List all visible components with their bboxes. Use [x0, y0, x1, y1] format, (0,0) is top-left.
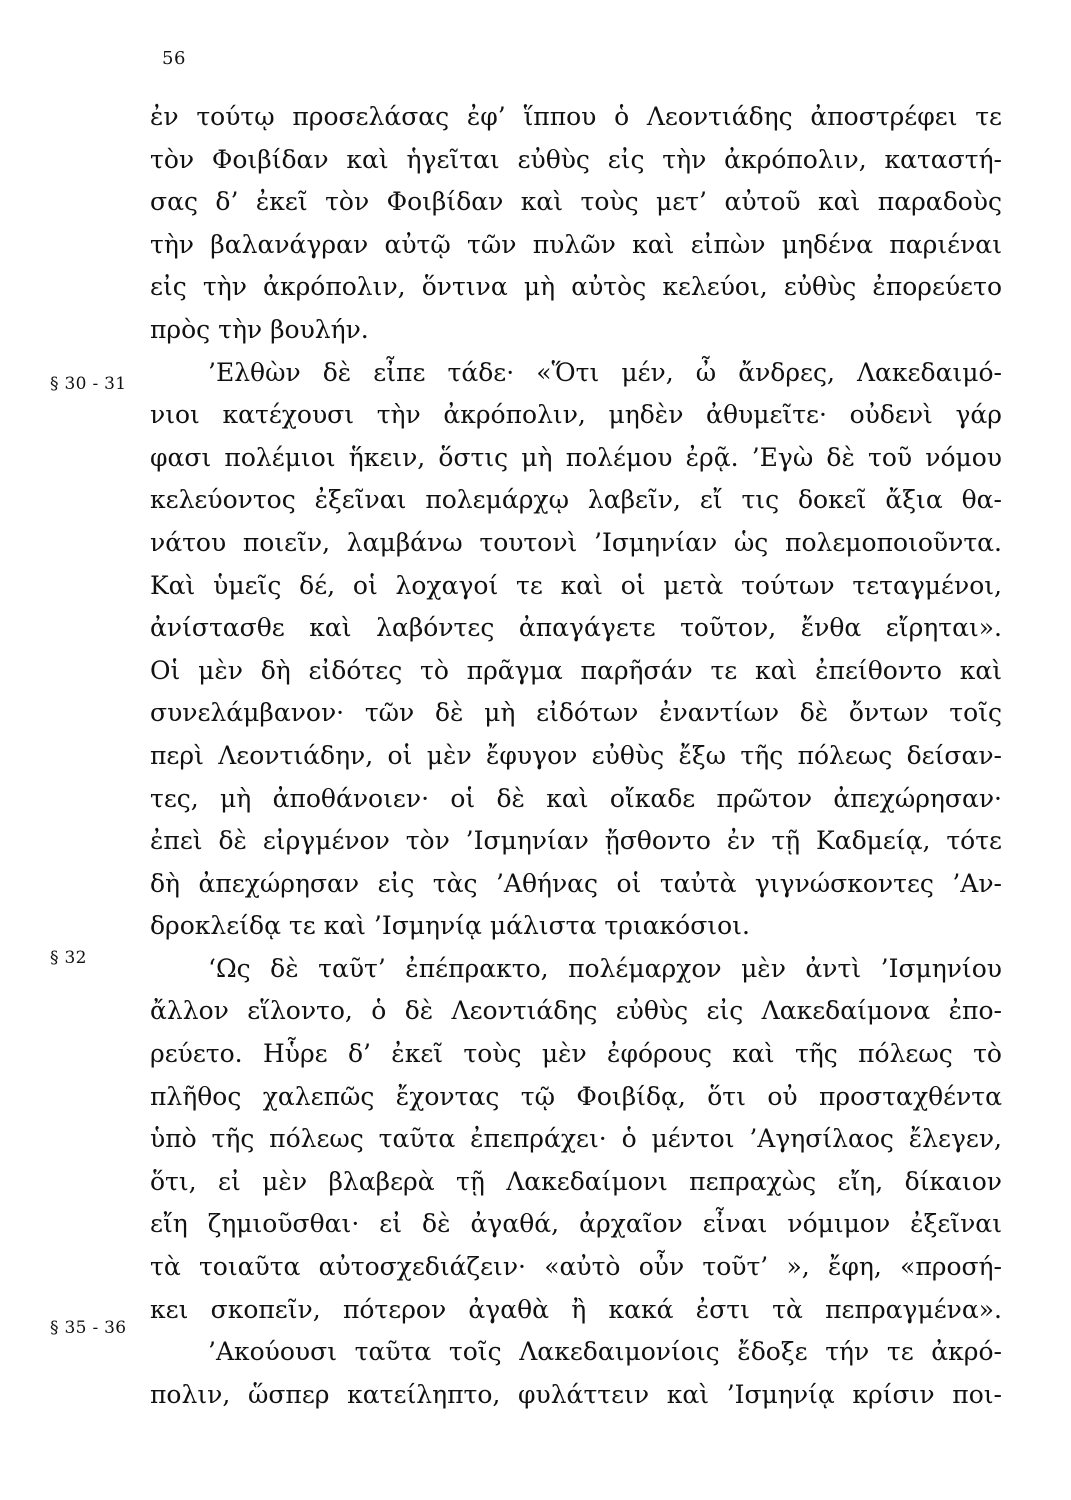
text-line: νιοι κατέχουσι τὴν ἀκρόπολιν, μηδὲν ἀθυμεῖτε· οὐδενὶ γάρ [150, 400, 1002, 430]
section-mark-35-36: § 35 - 36 [50, 1318, 127, 1338]
section-mark-32: § 32 [50, 948, 87, 968]
text-line: ’Ελθὼν δὲ εἶπε τάδε· «Ὅτι μέν, ὦ ἄνδρες, Λακεδαιμό- [208, 357, 1002, 387]
text-line: ἄλλον εἵλοντο, ὁ δὲ Λεοντιάδης εὐθὺς εἰς Λακεδαίμονα ἐπο- [150, 996, 1002, 1026]
section-mark-30-31: § 30 - 31 [50, 374, 127, 394]
page-number: 56 [162, 48, 186, 69]
text-line: πολιν, ὥσπερ κατείληπτο, φυλάττειν καὶ ’Ισμηνίᾳ κρίσιν ποι- [150, 1379, 1002, 1409]
text-line: ρεύετο. Ηὗρε δ’ ἐκεῖ τοὺς μὲν ἐφόρους καὶ τῆς πόλεως τὸ [150, 1039, 1002, 1069]
text-line: περὶ Λεοντιάδην, οἱ μὲν ἔφυγον εὐθὺς ἔξω τῆς πόλεως δείσαν- [150, 740, 1002, 770]
text-line: τες, μὴ ἀποθάνοιεν· οἱ δὲ καὶ οἴκαδε πρῶτον ἀπεχώρησαν· [150, 783, 1002, 813]
text-line: ’Ακούουσι ταῦτα τοῖς Λακεδαιμονίοις ἔδοξε τήν τε ἀκρό- [208, 1337, 1002, 1367]
text-line: τὴν βαλανάγραν αὐτῷ τῶν πυλῶν καὶ εἰπὼν μηδένα παριέναι [150, 229, 1002, 259]
text-line: ἐπεὶ δὲ εἰργμένον τὸν ’Ισμηνίαν ᾔσθοντο ἐν τῇ Καδμείᾳ, τότε [150, 826, 1002, 856]
text-line: ‘Ως δὲ ταῦτ’ ἐπέπρακτο, πολέμαρχον μὲν ἀντὶ ’Ισμηνίου [208, 953, 1002, 983]
text-line: Καὶ ὑμεῖς δέ, οἱ λοχαγοί τε καὶ οἱ μετὰ τούτων τεταγμένοι, [150, 570, 1002, 600]
text-line: συνελάμβανον· τῶν δὲ μὴ εἰδότων ἐναντίων δὲ ὄντων τοῖς [150, 698, 1002, 728]
text-line: δροκλείδᾳ τε καὶ ’Ισμηνίᾳ μάλιστα τριακόσιοι. [150, 911, 750, 941]
text-line: ὅτι, εἰ μὲν βλαβερὰ τῇ Λακεδαίμονι πεπραχὼς εἴη, δίκαιον [150, 1166, 1002, 1196]
text-line: φασι πολέμιοι ἥκειν, ὅστις μὴ πολέμου ἐρᾷ. ’Εγὼ δὲ τοῦ νόμου [150, 442, 1002, 472]
text-line: ἐν τούτῳ προσελάσας ἐφ’ ἵππου ὁ Λεοντιάδης ἀποστρέφει τε [150, 102, 1002, 131]
text-line: ἀνίστασθε καὶ λαβόντες ἀπαγάγετε τοῦτον, ἔνθα εἴρηται». [150, 613, 1002, 643]
text-line: πλῆθος χαλεπῶς ἔχοντας τῷ Φοιβίδᾳ, ὅτι οὐ προσταχθέντα [150, 1081, 1002, 1111]
text-line: δὴ ἀπεχώρησαν εἰς τὰς ’Αθήνας οἱ ταὐτὰ γιγνώσκοντες ’Αν- [150, 868, 1002, 898]
text-line: πρὸς τὴν βουλήν. [150, 314, 369, 344]
text-line: κελεύοντος ἐξεῖναι πολεμάρχῳ λαβεῖν, εἴ τις δοκεῖ ἄξια θα- [150, 485, 1002, 515]
text-line: νάτου ποιεῖν, λαμβάνω τουτονὶ ’Ισμηνίαν ὡς πολεμοποιοῦντα. [150, 527, 1002, 557]
text-line: τὰ τοιαῦτα αὐτοσχεδιάζειν· «αὐτὸ οὖν τοῦτ’ », ἔφη, «προσή- [150, 1252, 1002, 1282]
text-line: Οἱ μὲν δὴ εἰδότες τὸ πρᾶγμα παρῆσάν τε καὶ ἐπείθοντο καὶ [150, 655, 1002, 685]
text-line: εἰς τὴν ἀκρόπολιν, ὅντινα μὴ αὐτὸς κελεύοι, εὐθὺς ἐπορεύετο [150, 272, 1002, 302]
text-line: σας δ’ ἐκεῖ τὸν Φοιβίδαν καὶ τοὺς μετ’ αὐτοῦ καὶ παραδοὺς [150, 187, 1002, 217]
text-line: τὸν Φοιβίδαν καὶ ἡγεῖται εὐθὺς εἰς τὴν ἀκρόπολιν, καταστή- [150, 144, 1002, 174]
main-text [150, 96, 1002, 1416]
text-line: ὑπὸ τῆς πόλεως ταῦτα ἐπεπράχει· ὁ μέντοι ’Αγησίλαος ἔλεγεν, [150, 1124, 1002, 1154]
text-line: κει σκοπεῖν, πότερον ἀγαθὰ ἢ κακά ἐστι τὰ πεπραγμένα». [150, 1294, 1002, 1324]
text-line: εἴη ζημιοῦσθαι· εἰ δὲ ἀγαθά, ἀρχαῖον εἶναι νόμιμον ἐξεῖναι [150, 1209, 1002, 1239]
